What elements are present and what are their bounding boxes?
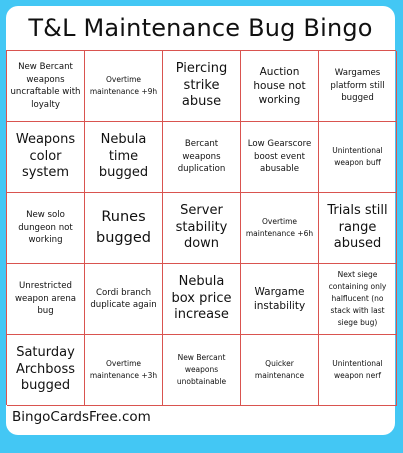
card-title: T&L Maintenance Bug Bingo [28, 14, 373, 42]
bingo-cell[interactable]: Server stability down [163, 193, 241, 264]
bingo-cell[interactable]: Bercant weapons duplication [163, 122, 241, 193]
bingo-cell[interactable]: Nebula box price increase [163, 264, 241, 335]
bingo-cell[interactable]: Trials still range abused [319, 193, 397, 264]
bingo-cell[interactable]: Saturday Archboss bugged [7, 335, 85, 406]
bingo-cell[interactable]: Weapons color system [7, 122, 85, 193]
bingo-cell[interactable]: Quicker maintenance [241, 335, 319, 406]
bingo-cell[interactable]: Cordi branch duplicate again [85, 264, 163, 335]
bingo-cell[interactable]: Next siege containing only halflucent (no stack with last siege bug) [319, 264, 397, 335]
bingo-cell[interactable]: Nebula time bugged [85, 122, 163, 193]
bingo-cell[interactable]: Auction house not working [241, 51, 319, 122]
bingo-cell[interactable]: Unintentional weapon nerf [319, 335, 397, 406]
bingo-grid [6, 50, 396, 405]
bingo-cell[interactable]: New solo dungeon not working [7, 193, 85, 264]
bingo-cell[interactable]: Low Gearscore boost event abusable [241, 122, 319, 193]
bingo-cell[interactable]: Unintentional weapon buff [319, 122, 397, 193]
bingo-cell[interactable]: Unrestricted weapon arena bug [7, 264, 85, 335]
bingo-cell[interactable]: Wargame instability [241, 264, 319, 335]
bingo-cell[interactable]: Overtime maintenance +3h [85, 335, 163, 406]
bingo-cell[interactable]: Wargames platform still bugged [319, 51, 397, 122]
site-credit: BingoCardsFree.com [12, 409, 151, 425]
bingo-cell[interactable]: New Bercant weapons unobtainable [163, 335, 241, 406]
bingo-cell[interactable]: Overtime maintenance +6h [241, 193, 319, 264]
bingo-cell[interactable]: New Bercant weapons uncraftable with loyalty [7, 51, 85, 122]
bingo-cell[interactable]: Overtime maintenance +9h [85, 51, 163, 122]
bingo-cell[interactable]: Piercing strike abuse [163, 51, 241, 122]
bingo-cell[interactable]: Runes bugged [85, 193, 163, 264]
